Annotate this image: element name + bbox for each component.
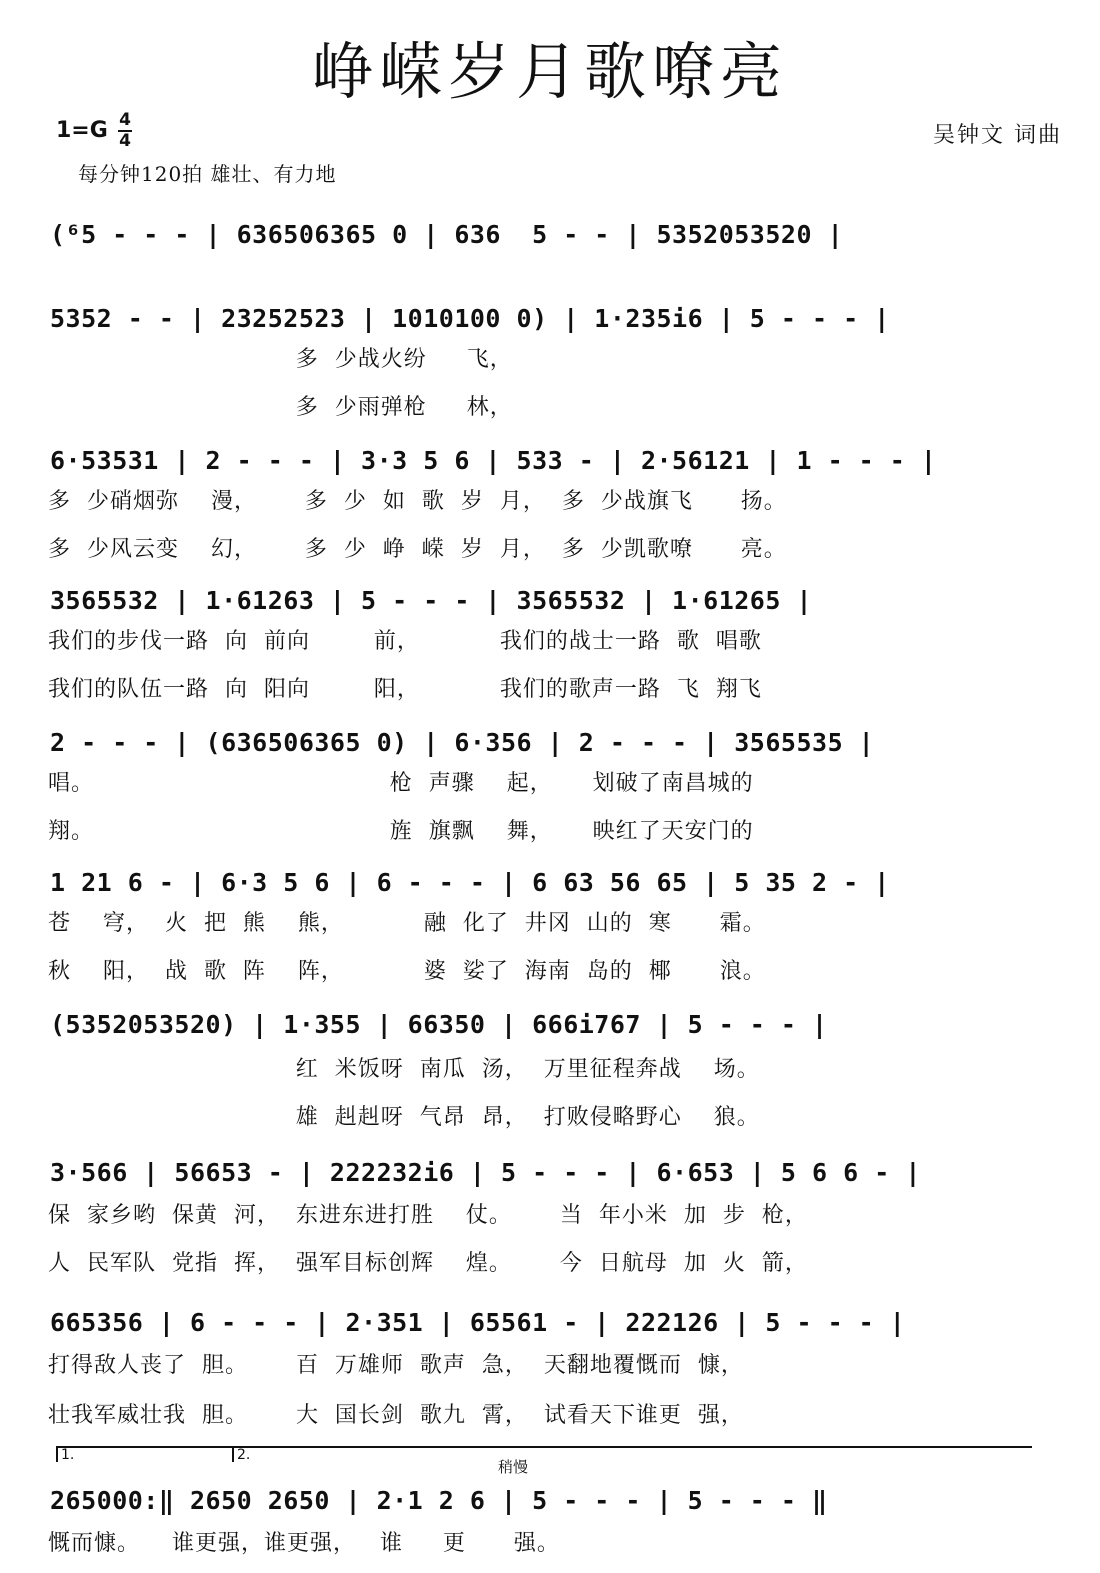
notation-line: 1 21 6 - | 6·3 5 6 | 6 - - - | 6 63 56 65 | 5 35 2 - | (50, 868, 890, 897)
lyric-line: 唱。 枪 声骤 起， 划破了南昌城的 (48, 771, 754, 796)
lyric-line: 多 少雨弹枪 林， (48, 395, 513, 420)
time-signature-bottom: 4 (119, 131, 131, 151)
lyric-line: 壮我军威壮我 胆。 大 国长剑 歌九 霄， 试看天下谁更 强， (48, 1403, 744, 1428)
notation-line: 3·566 | 56653 - | 222232i6 | 5 - - - | 6·653 | 5 6 6 - | (50, 1158, 921, 1187)
score-system (50, 1480, 1080, 1524)
lyric-line: 多 少风云变 幻， 多 少 峥 嵘 岁 月， 多 少凯歌嘹 亮。 (48, 537, 787, 562)
score-system (50, 440, 1080, 484)
lyric-line: 我们的队伍一路 向 阳向 阳， 我们的歌声一路 飞 翔飞 (48, 677, 762, 702)
lyric-line: 秋 阳， 战 歌 阵 阵， 婆 娑了 海南 岛的 椰 浪。 (48, 959, 766, 984)
author-credit: 吴钟文 词曲 (933, 123, 1062, 148)
tempo-change-marking: 稍慢 (498, 1458, 529, 1476)
second-ending-label: 2. (232, 1448, 250, 1462)
score-system (50, 722, 1080, 766)
first-ending-label: 1. (56, 1448, 74, 1462)
score-system (50, 214, 1080, 258)
lyric-line: 人 民军队 党指 挥， 强军目标创辉 煌。 今 日航母 加 火 箭， (48, 1251, 808, 1276)
notation-line: (5352053520) | 1·355 | 66350 | 666i767 | 5 - - - | (50, 1010, 828, 1039)
lyric-line: 翔。 旌 旗飘 舞， 映红了天安门的 (48, 819, 754, 844)
lyric-line: 慨而慷。 谁更强，谁更强， 谁 更 强。 (48, 1531, 560, 1556)
volta-bracket (56, 1446, 1032, 1462)
lyric-line: 雄 赳赳呀 气昂 昂， 打败侵略野心 狼。 (48, 1105, 760, 1130)
lyric-line: 多 少战火纷 飞， (48, 347, 513, 372)
lyric-line: 打得敌人丧了 胆。 百 万雄师 歌声 急， 天翻地覆慨而 慷， (48, 1353, 744, 1378)
time-signature-top: 4 (119, 110, 131, 130)
lyric-line: 红 米饭呀 南瓜 汤， 万里征程奔战 场。 (48, 1057, 760, 1082)
key-signature: 1=G (56, 118, 108, 143)
notation-line: (⁶5 - - - | 636506365 0 | 636 5 - - | 5352053520 | (50, 220, 844, 249)
lyric-line: 保 家乡哟 保黄 河， 东进东进打胜 仗。 当 年小米 加 步 枪， (48, 1203, 808, 1228)
notation-line: 3565532 | 1·61263 | 5 - - - | 3565532 | 1·61265 | (50, 586, 813, 615)
score-system (50, 580, 1080, 624)
notation-line: 6·53531 | 2 - - - | 3·3 5 6 | 533 - | 2·56121 | 1 - - - | (50, 446, 937, 475)
notation-line: 265000:‖ 2650 2650 | 2·1 2 6 | 5 - - - | 5 - - - ‖ (50, 1486, 828, 1515)
notation-line: 2 - - - | (636506365 0) | 6·356 | 2 - - - | 3565535 | (50, 728, 875, 757)
notation-line: 665356 | 6 - - - | 2·351 | 65561 - | 222126 | 5 - - - | (50, 1308, 906, 1337)
tempo-marking: 每分钟120拍 雄壮、有力地 (78, 162, 337, 186)
score-system (50, 862, 1080, 906)
time-signature (118, 112, 132, 150)
score-system (50, 1152, 1080, 1196)
lyric-line: 我们的步伐一路 向 前向 前， 我们的战士一路 歌 唱歌 (48, 629, 762, 654)
lyric-line: 苍 穹， 火 把 熊 熊， 融 化了 井冈 山的 寒 霜。 (48, 911, 766, 936)
lyric-line: 多 少硝烟弥 漫， 多 少 如 歌 岁 月， 多 少战旗飞 扬。 (48, 489, 787, 514)
score-system (50, 298, 1080, 342)
score-system (50, 1302, 1080, 1346)
notation-line: 5352 - - | 23252523 | 1010100 0) | 1·235i6 | 5 - - - | (50, 304, 890, 333)
song-title: 峥嵘岁月歌嘹亮 (311, 35, 788, 108)
score-system (50, 1004, 1080, 1048)
